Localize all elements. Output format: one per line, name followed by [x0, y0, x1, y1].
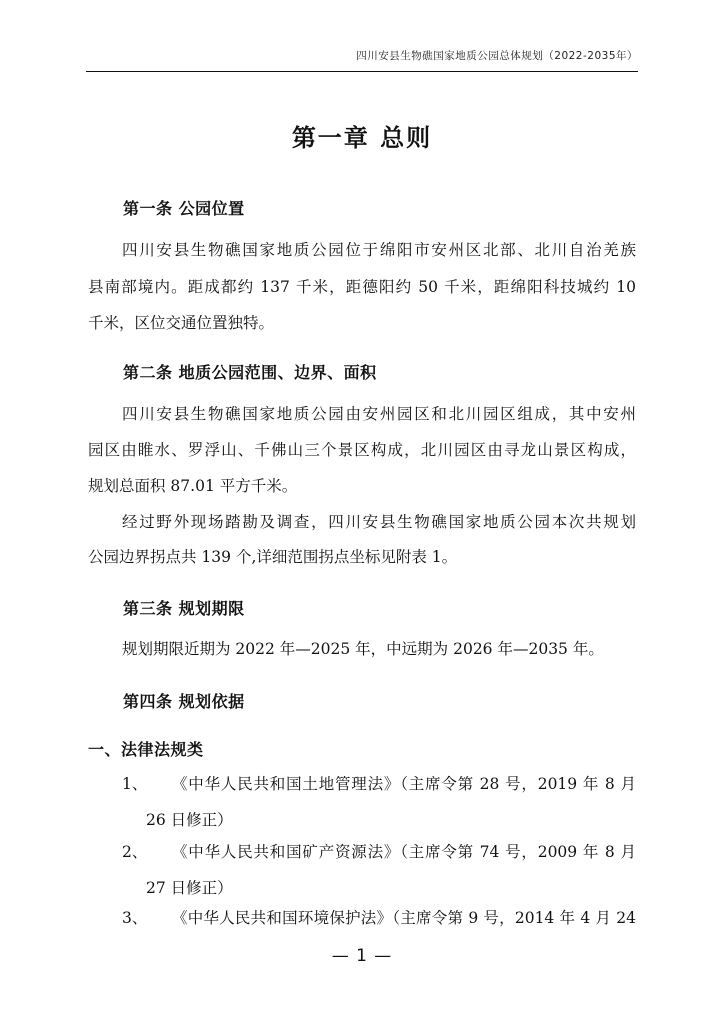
running-header: 四川安县生物礁国家地质公园总体规划（2022-2035年） — [356, 50, 638, 62]
list-item-text: 《中华人民共和国环境保护法》（主席令第 9 号，2014 年 4 月 24 — [172, 909, 636, 927]
chapter-title: 第一章 总则 — [291, 124, 433, 152]
paragraph-line: 规划期限近期为 2022 年—2025 年，中远期为 2026 年—2035 年。 — [122, 640, 604, 658]
list-item-continuation: 27 日修正） — [146, 879, 233, 897]
section-heading-period: 第三条 规划期限 — [123, 599, 245, 618]
paragraph-line: 四川安县生物礁国家地质公园由安州园区和北川园区组成，其中安州 — [122, 405, 636, 423]
list-item-number: 1、 — [122, 775, 148, 793]
paragraph-line: 经过野外现场踏勘及调查，四川安县生物礁国家地质公园本次共规划 — [122, 513, 636, 531]
paragraph-line: 千米，区位交通位置独特。 — [88, 314, 275, 332]
paragraph-line: 四川安县生物礁国家地质公园位于绵阳市安州区北部、北川自治羌族 — [122, 241, 636, 259]
page-number: — 1 — — [331, 946, 393, 966]
section-heading-basis: 第四条 规划依据 — [123, 692, 245, 711]
section-heading-location: 第一条 公园位置 — [123, 199, 245, 218]
list-item-continuation: 26 日修正） — [146, 811, 233, 829]
paragraph-line: 县南部境内。距成都约 137 千米，距德阳约 50 千米，距绵阳科技城约 10 — [88, 278, 636, 296]
paragraph-line: 园区由睢水、罗浮山、千佛山三个景区构成，北川园区由寻龙山景区构成， — [88, 441, 636, 459]
header-rule — [86, 71, 638, 72]
list-item-text: 《中华人民共和国矿产资源法》（主席令第 74 号，2009 年 8 月 — [172, 843, 636, 861]
list-item-number: 2、 — [122, 843, 148, 861]
paragraph-line: 规划总面积 87.01 平方千米。 — [88, 477, 298, 495]
list-item-number: 3、 — [122, 909, 148, 927]
list-item-text: 《中华人民共和国土地管理法》（主席令第 28 号，2019 年 8 月 — [172, 775, 636, 793]
section-heading-scope: 第二条 地质公园范围、边界、面积 — [123, 363, 377, 382]
paragraph-line: 公园边界拐点共 139 个,详细范围拐点坐标见附表 1。 — [88, 548, 458, 566]
subsection-heading-laws: 一、法律法规类 — [88, 740, 204, 759]
